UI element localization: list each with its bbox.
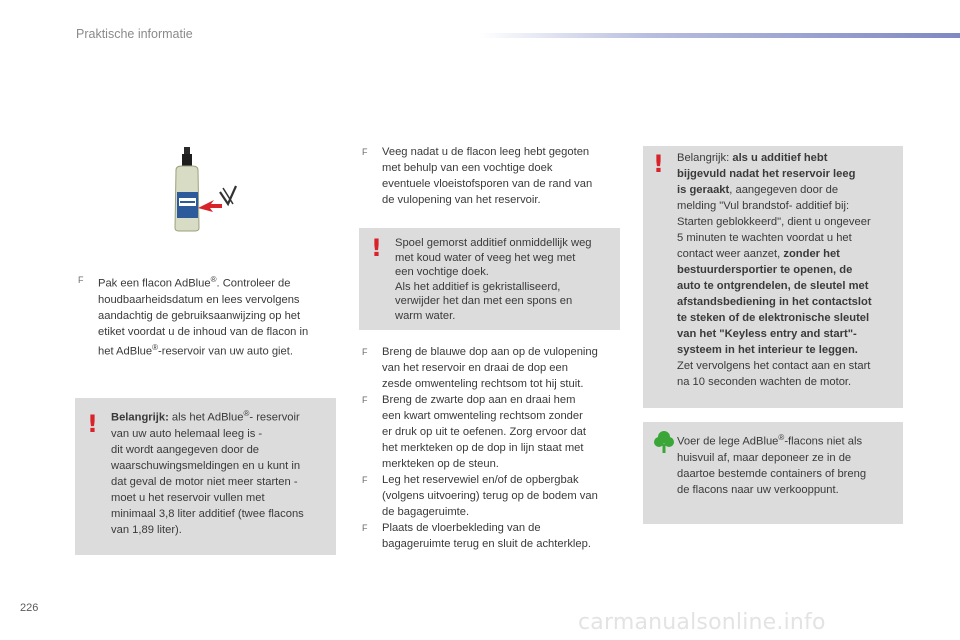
bullet-marker: F bbox=[362, 395, 368, 405]
instruction-list-caps-and-storage bbox=[360, 344, 622, 552]
watermark: carmanualsonline.info bbox=[578, 610, 826, 635]
instruction-pour-adblue: F Pak een flacon AdBlue®. Controleer de houdbaarheidsdatum en lees vervolgens aandachtig de gebruiksaanwijzing op het etiket voordat u de inhoud van de flacon in het AdBlue®-reservoir van uw auto giet. bbox=[76, 272, 336, 359]
bullet-marker: F bbox=[78, 275, 84, 285]
adblue-bottle-image bbox=[162, 146, 248, 232]
list-item: F Plaats de vloerbekleding van de bagageruimte terug en sluit de achterklep. bbox=[362, 522, 591, 550]
list-item: F Breng de zwarte dop aan en draai hem een kwart omwenteling rechtsom zonder er druk op uit te oefenen. Zorg ervoor dat het merkteken op de dop in lijn staat met merkteken op de steun. bbox=[362, 394, 586, 470]
warning-exclamation-icon: ! bbox=[371, 234, 382, 262]
bullet-marker: F bbox=[362, 475, 368, 485]
bullet-marker: F bbox=[362, 147, 368, 157]
list-item: F Breng de blauwe dop aan op de vulopening van het reservoir en draai de dop een zesde omwenteling rechtsom tot hij stuit. bbox=[362, 346, 598, 390]
bullet-marker: F bbox=[362, 523, 368, 533]
warning-box-refill-procedure: ! Belangrijk: als u additief hebt bijgevuld nadat het reservoir leeg is geraakt, aangegeven door de melding "Vul brandstof- additief bij: Starten geblokkeerd", dient u ongeveer 5 minuten te wachten voordat u het contact weer aanzet, zonder het bestuurdersportier te openen, de auto te ontgrendelen, de sleutel met afstandsbediening in het contactslot te steken of de elektronische sleutel van het "Keyless entry and start"- systeem in het interieur te leggen. Zet vervolgens het contact aan en start na 10 seconden wachten de motor. bbox=[643, 146, 903, 408]
list-item: F Leg het reservewiel en/of de opbergbak (volgens uitvoering) terug op de bodem van de bagageruimte. bbox=[362, 474, 598, 518]
header-accent-bar bbox=[480, 33, 960, 38]
instruction-wipe-spill: F Veeg nadat u de flacon leeg hebt gegoten met behulp van een vochtige doek eventuele vloeistofsporen van de rand van de vulopening van het reservoir. bbox=[362, 146, 593, 206]
eco-box-recycle-bottles: Voer de lege AdBlue®-flacons niet als huisvuil af, maar deponeer ze in de daartoe bestemde containers of breng de flacons naar uw verkooppunt. bbox=[643, 422, 903, 524]
warning-box-spilled-additive: ! Spoel gemorst additief onmiddellijk weg met koud water of veeg het weg met een vochtige doek. Als het additief is gekristalliseerd, verwijder het dan met een spons en warm water. bbox=[359, 228, 620, 330]
warning-box-empty-reservoir: ! Belangrijk: als het AdBlue®- reservoir van uw auto helemaal leeg is - dit wordt aangegeven door de waarschuwingsmeldingen en u kunt in dat geval de motor niet meer starten - moet u het reservoir vullen met minimaal 3,8 liter additief (twee flacons van 1,89 liter). bbox=[75, 398, 336, 555]
warning-exclamation-icon: ! bbox=[87, 410, 98, 438]
bullet-marker: F bbox=[362, 347, 368, 357]
page-header-title: Praktische informatie bbox=[76, 27, 193, 41]
page-number: 226 bbox=[20, 602, 39, 614]
tree-eco-icon bbox=[653, 430, 675, 454]
warning-exclamation-icon: ! bbox=[653, 150, 664, 178]
